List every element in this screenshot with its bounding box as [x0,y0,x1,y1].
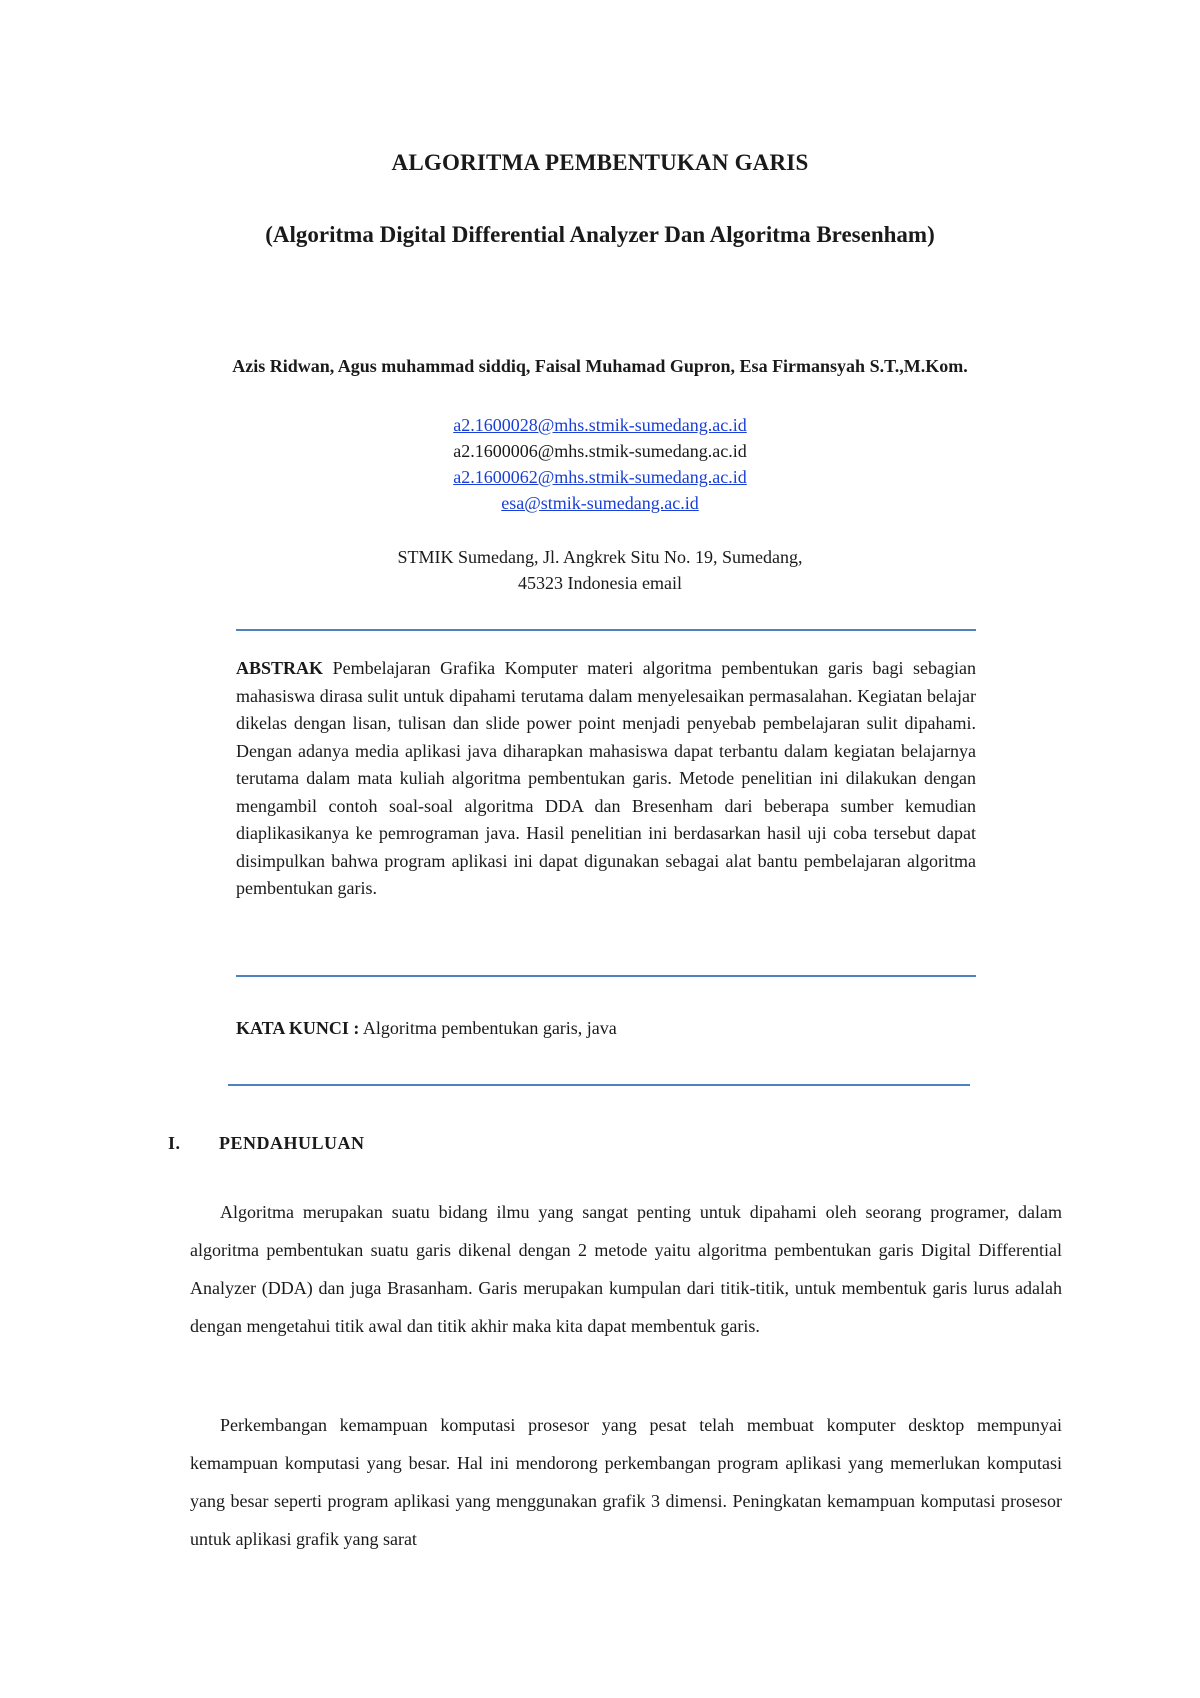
divider-rule [228,1084,970,1086]
body-paragraph: Perkembangan kemampuan komputasi prosesor yang pesat telah membuat komputer desktop mempunyai kemampuan komputasi yang besar. Hal ini mendorong perkembangan program aplikasi yang memerlukan komputasi yang besar seperti program aplikasi yang menggunakan grafik 3 dimensi. Peningkatan kemampuan komputasi prosesor untuk aplikasi grafik yang sarat [190,1415,1062,1549]
email-text: a2.1600006@mhs.stmik-sumedang.ac.id [453,441,747,461]
affiliation-line: STMIK Sumedang, Jl. Angkrek Situ No. 19, Sumedang, [397,547,803,567]
paper-title: ALGORITMA PEMBENTUKAN GARIS [391,150,809,175]
email-link[interactable]: esa@stmik-sumedang.ac.id [501,493,699,513]
divider-rule [236,975,976,977]
affiliation [0,544,1200,596]
abstract [236,655,976,903]
keywords [236,1018,976,1039]
email-link[interactable]: a2.1600062@mhs.stmik-sumedang.ac.id [453,467,747,487]
keywords-text: Algoritma pembentukan garis, java [362,1018,617,1038]
author-list: Azis Ridwan, Agus muhammad siddiq, Faisal Muhamad Gupron, Esa Firmansyah S.T.,M.Kom. [232,356,968,376]
keywords-label: KATA KUNCI : [236,1018,360,1038]
email-link[interactable]: a2.1600028@mhs.stmik-sumedang.ac.id [453,415,747,435]
section-number: I. [168,1133,181,1153]
abstract-text: Pembelajaran Grafika Komputer materi algoritma pembentukan garis bagi sebagian mahasiswa dirasa sulit untuk dipahami terutama dalam menyelesaikan permasalahan. Kegiatan belajar dikelas dengan lisan, tulisan dan slide power point menjadi penyebab pembelajaran sulit dipahami. Dengan adanya media aplikasi java diharapkan mahasiswa dapat terbantu dalam kegiatan belajarnya terutama dalam mata kuliah algoritma pembentukan garis. Metode penelitian ini dilakukan dengan mengambil contoh soal-soal algoritma DDA dan Bresenham dari beberapa sumber kemudian diaplikasikanya ke pemrograman java. Hasil penelitian ini berdasarkan hasil uji coba tersebut dapat disimpulkan bahwa program aplikasi ini dapat digunakan sebagai alat bantu pembelajaran algoritma pembentukan garis. [236,658,977,898]
email-list [0,412,1200,516]
section-heading [168,1133,365,1154]
abstract-label: ABSTRAK [236,658,324,678]
affiliation-line: 45323 Indonesia email [518,573,682,593]
body-paragraph: Algoritma merupakan suatu bidang ilmu yang sangat penting untuk dipahami oleh seorang programer, dalam algoritma pembentukan suatu garis dikenal dengan 2 metode yaitu algoritma pembentukan garis Digital Differential Analyzer (DDA) dan juga Brasanham. Garis merupakan kumpulan dari titik-titik, untuk membentuk garis lurus adalah dengan mengetahui titik awal dan titik akhir maka kita dapat membentuk garis. [190,1202,1062,1336]
section-title: PENDAHULUAN [219,1133,365,1153]
divider-rule [236,629,976,631]
paper-subtitle: (Algoritma Digital Differential Analyzer Dan Algoritma Bresenham) [265,222,935,247]
